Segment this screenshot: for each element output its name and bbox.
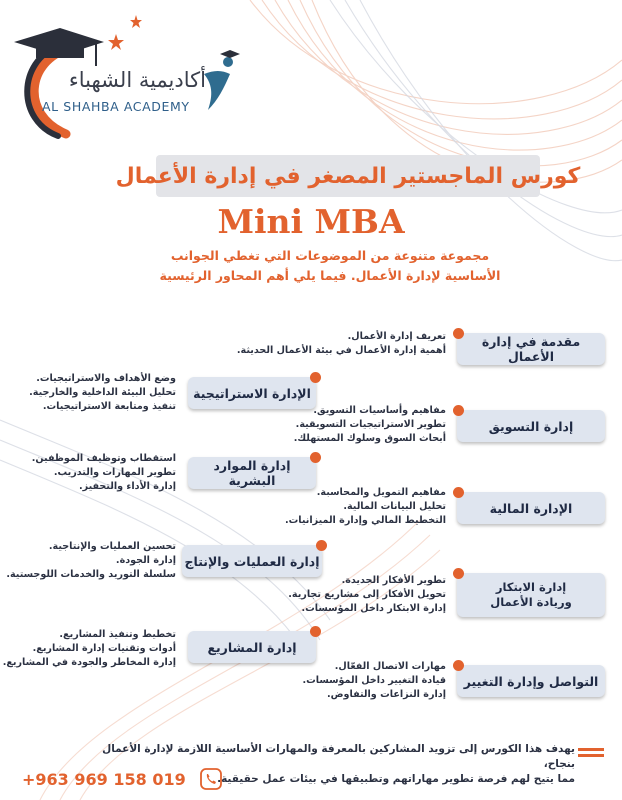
point: وضع الأهداف والاستراتيجيات. [36,373,176,384]
point: إدارة الأداء والتحفيز. [78,481,176,492]
point: التخطيط المالي وإدارة الميزانيات. [284,515,446,526]
topic-communication-points [302,660,446,702]
course-title: كورس الماجستير المصغر في إدارة الأعمال [115,163,581,189]
topic-strategic-management: الإدارة الاستراتيجية [188,377,316,409]
point: مهارات الاتصال الفعّال. [334,661,446,672]
footer-line-1: يهدف هذا الكورس إلى تزويد المشاركين بالمعرفة والمهارات الأساسية اللازمة لإدارة الأعمال بنجاح، [102,743,575,770]
point: إدارة الجودة. [115,555,176,566]
bullet-dot [453,660,464,671]
bullet-dot [316,540,327,551]
point: مفاهيم التمويل والمحاسبة. [316,487,446,498]
topic-strategic-management-points [29,372,176,414]
academy-logo [8,10,243,145]
bullet-dot [453,328,464,339]
topic-human-resources: إدارة الموارد البشرية [188,457,316,489]
topic-project-management-points [3,628,176,670]
topic-label-line-2: وريادة الأعمال [490,595,572,609]
topic-operations-production-points [6,540,176,582]
topic-innovation-points [288,574,446,616]
topic-financial-management: الإدارة المالية [457,492,605,524]
point: تحسين العمليات والإنتاجية. [48,541,176,552]
point: تطوير الاستراتيجيات التسويقية. [295,419,446,430]
topic-project-management: إدارة المشاريع [188,631,316,663]
course-title-box [115,155,581,197]
point: تعريف إدارة الأعمال. [347,331,446,342]
point: إدارة المخاطر والجودة في المشاريع. [2,657,176,668]
point: سلسلة التوريد والخدمات اللوجستية. [6,569,176,580]
bullet-dot [453,405,464,416]
phone-number[interactable]: +963 969 158 019 [22,770,186,789]
point: تنفيذ ومتابعة الاستراتيجيات. [42,401,176,412]
point: مفاهيم وأساسيات التسويق. [313,405,446,416]
point: تحليل البيانات المالية. [343,501,446,512]
point: تحويل الأفكار إلى مشاريع تجارية. [288,589,446,600]
topic-innovation-entrepreneurship [457,573,605,617]
point: أبحاث السوق وسلوك المستهلك. [293,433,446,444]
footer-line-2: مما يتيح لهم فرصة تطوير مهاراتهم وتطبيقها في بيئات عمل حقيقية. [217,773,575,785]
point: تطوير المهارات والتدريب. [53,467,176,478]
point: أهمية إدارة الأعمال في بيئة الأعمال الحديثة. [236,345,446,356]
topic-intro-business-points [237,330,446,358]
point: أدوات وتقنيات إدارة المشاريع. [32,643,176,654]
logo-arabic-name: أكاديمية الشهباء [68,68,206,92]
bullet-dot [453,568,464,579]
intro-text [120,246,540,286]
course-subtitle: Mini MBA [217,202,405,241]
phone-icon [200,768,222,790]
point: تطوير الأفكار الجديدة. [341,575,446,586]
bullet-dot [310,372,321,383]
point: تخطيط وتنفيذ المشاريع. [59,629,176,640]
point: استقطاب وتوظيف الموظفين. [31,453,176,464]
point: إدارة النزاعات والتفاوض. [326,689,446,700]
logo-english-name: AL SHAHBA ACADEMY [42,99,190,114]
topic-marketing-points [294,404,446,446]
point: تحليل البيئة الداخلية والخارجية. [29,387,176,398]
bullet-dot [310,626,321,637]
bullet-dot [453,487,464,498]
topic-intro-business: مقدمة في إدارة الأعمال [457,333,605,365]
topic-financial-management-points [285,486,446,528]
point: إدارة الابتكار داخل المؤسسات. [301,603,446,614]
bullet-dot [310,452,321,463]
topic-communication-change: التواصل وإدارة التغيير [457,665,605,697]
topic-operations-production: إدارة العمليات والإنتاج [182,545,322,577]
footer-marker-icon [578,745,608,759]
point: قيادة التغيير داخل المؤسسات. [302,675,446,686]
intro-line-2: الأساسية لإدارة الأعمال. فيما يلي أهم المحاور الرئيسية [159,268,501,283]
topic-human-resources-points [32,452,176,494]
topic-label-line-1: إدارة الابتكار [495,580,567,594]
intro-line-1: مجموعة متنوعة من الموضوعات التي تغطي الجوانب [170,248,490,263]
topic-marketing: إدارة التسويق [457,410,605,442]
